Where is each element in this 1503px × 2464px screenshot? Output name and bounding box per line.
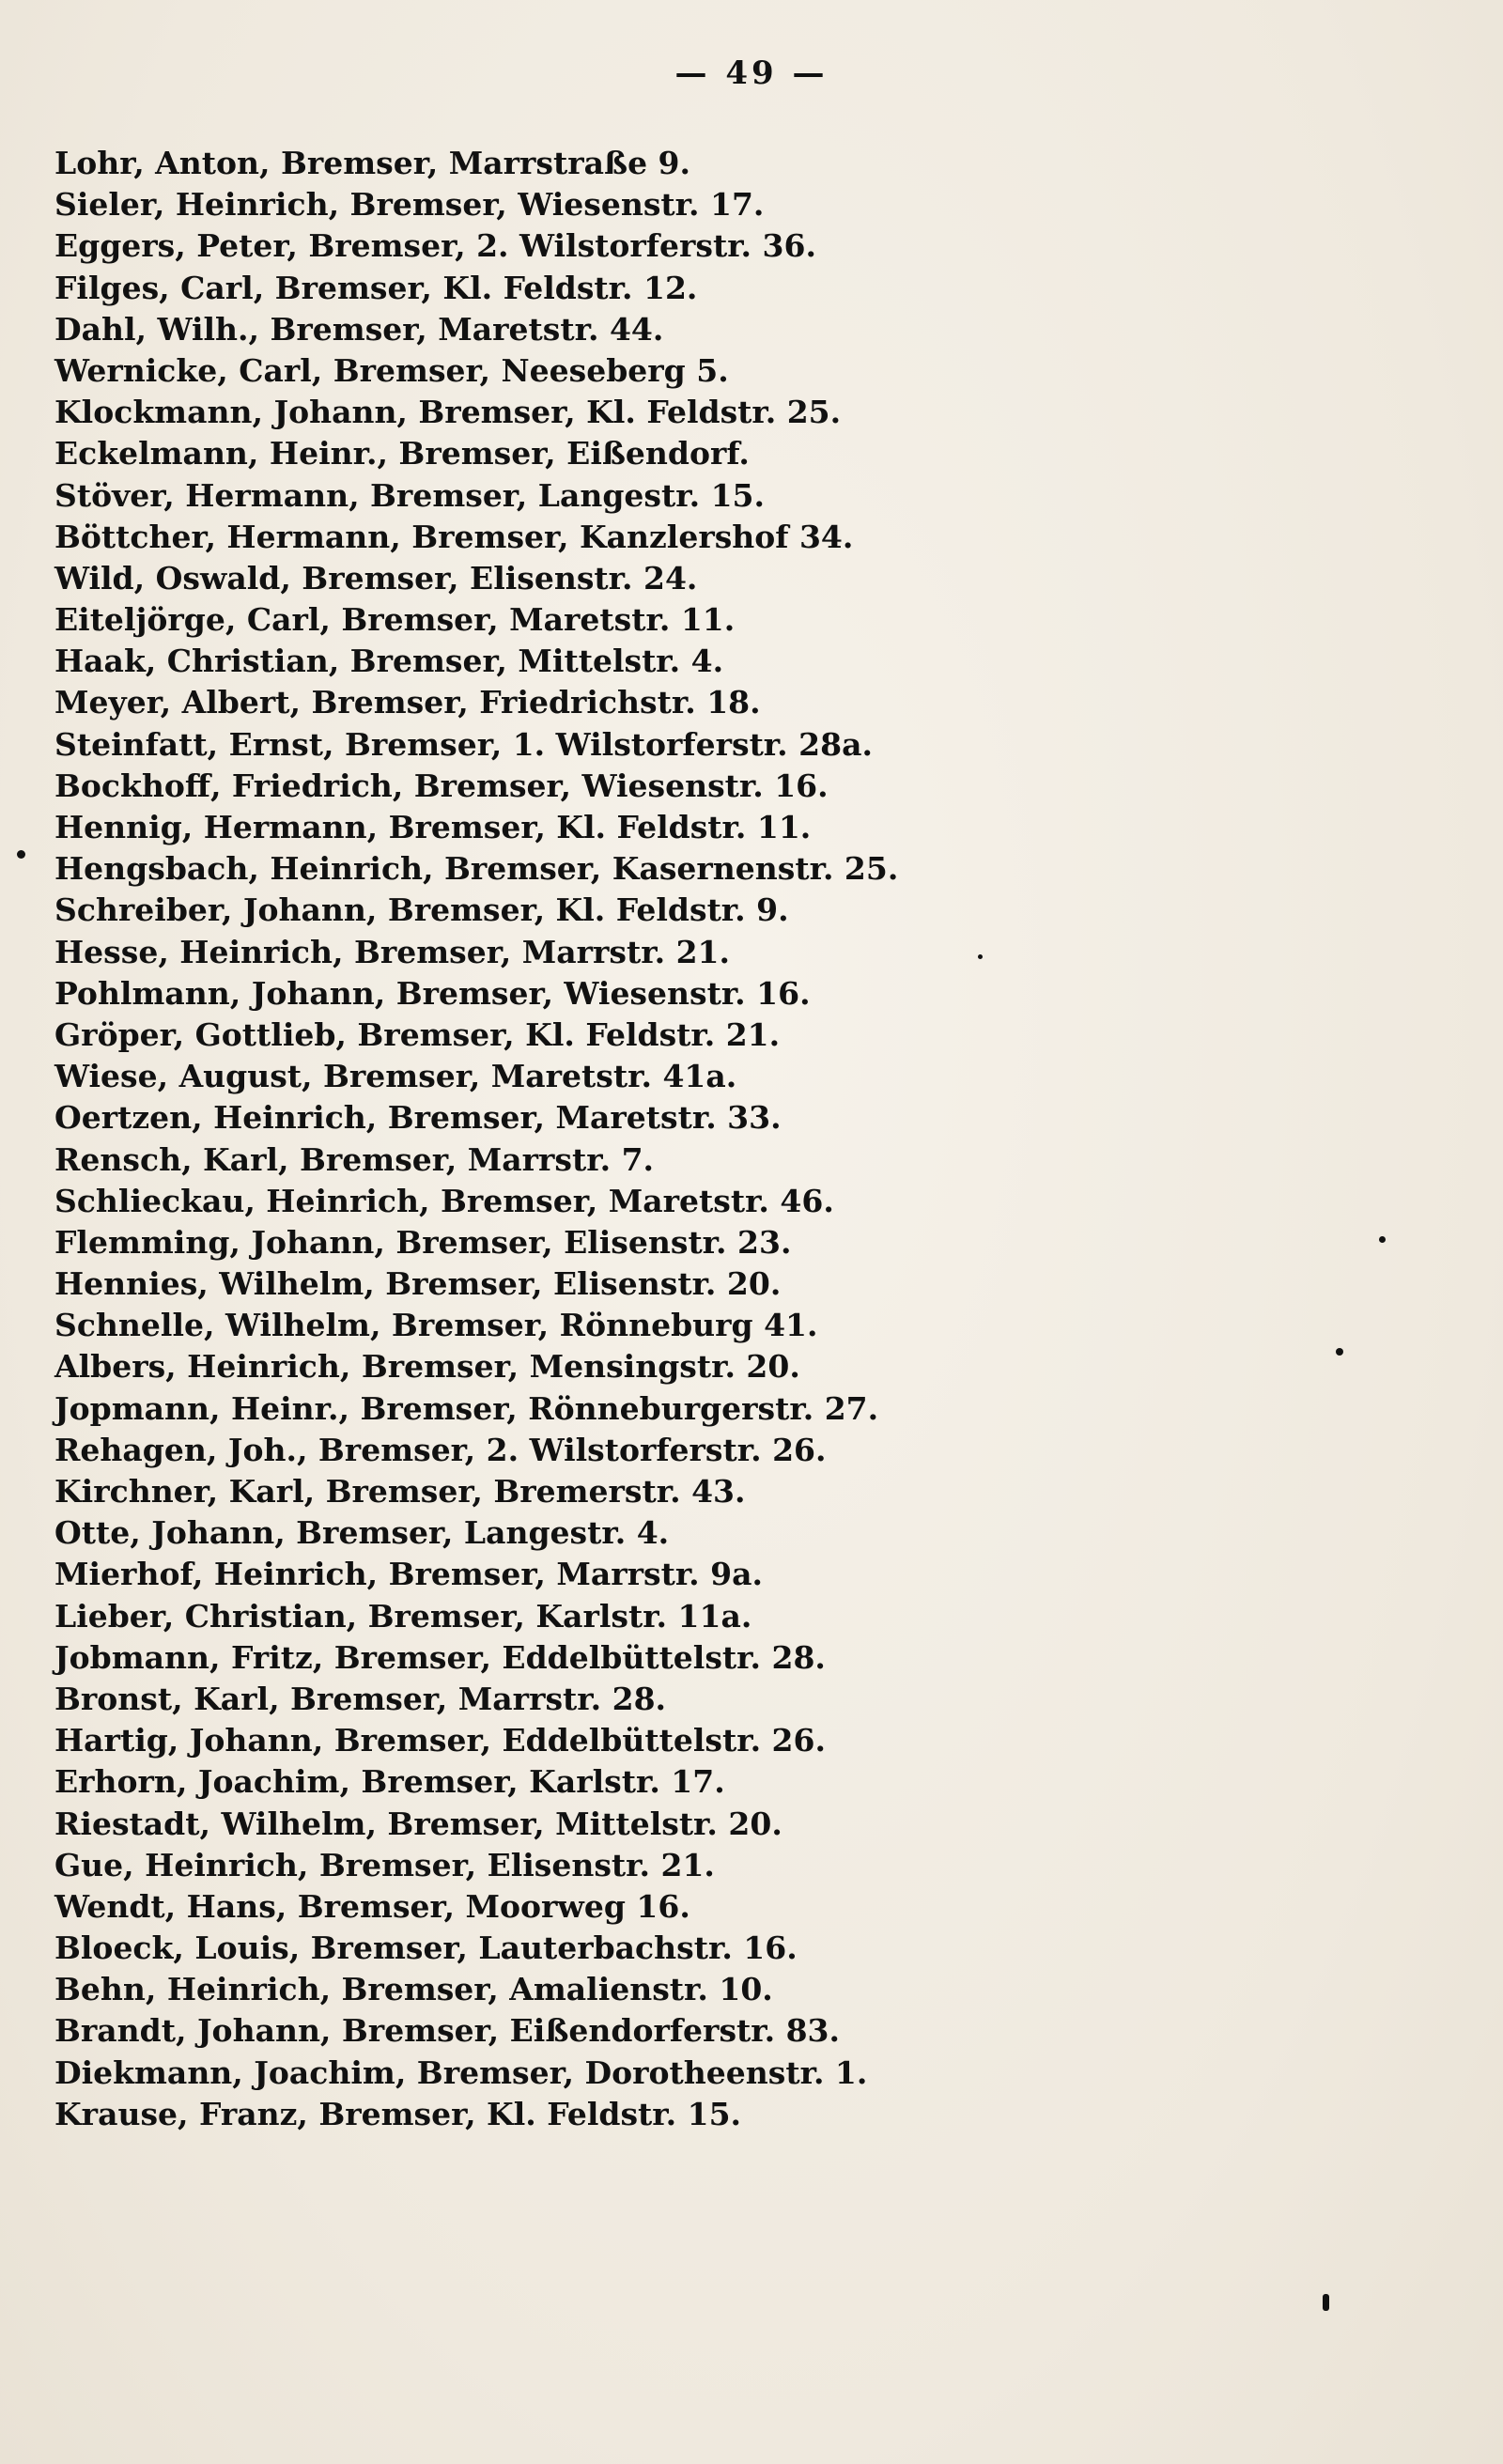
list-item: Haak, Christian, Bremser, Mittelstr. 4. <box>54 643 724 680</box>
list-item: Wendt, Hans, Bremser, Moorweg 16. <box>54 1887 690 1925</box>
list-item: Bloeck, Louis, Bremser, Lauterbachstr. 16. <box>54 1929 798 1967</box>
list-item: Erhorn, Joachim, Bremser, Karlstr. 17. <box>54 1763 725 1801</box>
list-item: Sieler, Heinrich, Bremser, Wiesenstr. 17. <box>54 186 765 224</box>
list-item: Pohlmann, Johann, Bremser, Wiesenstr. 16. <box>54 974 811 1012</box>
list-item: Jobmann, Fritz, Bremser, Eddelbüttelstr. 28. <box>54 1638 826 1676</box>
list-item: Gröper, Gottlieb, Bremser, Kl. Feldstr. 21. <box>54 1015 781 1053</box>
page-number: — 49 — <box>674 54 829 92</box>
list-item: Bockhoff, Friedrich, Bremser, Wiesenstr. 16. <box>54 767 829 804</box>
list-item: Hartig, Johann, Bremser, Eddelbüttelstr. 26. <box>54 1722 826 1759</box>
list-item: Otte, Johann, Bremser, Langestr. 4. <box>54 1514 670 1552</box>
ink-speck <box>1323 2294 1329 2311</box>
list-item: Dahl, Wilh., Bremser, Maretstr. 44. <box>54 310 664 348</box>
list-item: Schreiber, Johann, Bremser, Kl. Feldstr. 9. <box>54 891 789 929</box>
list-item: Filges, Carl, Bremser, Kl. Feldstr. 12. <box>54 269 698 306</box>
list-item: Riestadt, Wilhelm, Bremser, Mittelstr. 20. <box>54 1805 782 1842</box>
list-item: Eiteljörge, Carl, Bremser, Maretstr. 11. <box>54 601 736 639</box>
list-item: Brandt, Johann, Bremser, Eißendorferstr. 83. <box>54 2012 841 2050</box>
list-item: Hennies, Wilhelm, Bremser, Elisenstr. 20. <box>54 1265 782 1303</box>
directory-list <box>54 143 1464 2135</box>
list-item: Bronst, Karl, Bremser, Marrstr. 28. <box>54 1680 667 1717</box>
list-item: Eckelmann, Heinr., Bremser, Eißendorf. <box>54 435 750 473</box>
list-item: Rensch, Karl, Bremser, Marrstr. 7. <box>54 1140 655 1178</box>
list-item: Lohr, Anton, Bremser, Marrstraße 9. <box>54 145 690 181</box>
list-item: Albers, Heinrich, Bremser, Mensingstr. 20. <box>54 1348 800 1386</box>
list-item: Hesse, Heinrich, Bremser, Marrstr. 21. <box>54 933 730 970</box>
list-item: Meyer, Albert, Bremser, Friedrichstr. 18. <box>54 684 761 721</box>
list-item: Schlieckau, Heinrich, Bremser, Maretstr. 46. <box>54 1182 834 1219</box>
list-item: Wernicke, Carl, Bremser, Neeseberg 5. <box>54 351 729 389</box>
list-item: Klockmann, Johann, Bremser, Kl. Feldstr. 25. <box>54 394 842 431</box>
list-item: Diekmann, Joachim, Bremser, Dorotheenstr. 1. <box>54 2053 868 2091</box>
list-item: Stöver, Hermann, Bremser, Langestr. 15. <box>54 476 765 514</box>
list-item: Oertzen, Heinrich, Bremser, Maretstr. 33. <box>54 1099 782 1137</box>
list-item: Wild, Oswald, Bremser, Elisenstr. 24. <box>54 559 698 597</box>
list-item: Rehagen, Joh., Bremser, 2. Wilstorferstr. 26. <box>54 1431 827 1468</box>
list-item: Jopmann, Heinr., Bremser, Rönneburgerstr. 27. <box>54 1389 879 1427</box>
list-item: Wiese, August, Bremser, Maretstr. 41a. <box>54 1058 737 1095</box>
list-item: Steinfatt, Ernst, Bremser, 1. Wilstorferstr. 28a. <box>54 725 873 763</box>
list-item: Krause, Franz, Bremser, Kl. Feldstr. 15. <box>54 2095 742 2132</box>
list-item: Mierhof, Heinrich, Bremser, Marrstr. 9a. <box>54 1556 763 1593</box>
ink-speck <box>1336 1348 1343 1356</box>
list-item: Flemming, Johann, Bremser, Elisenstr. 23. <box>54 1223 792 1261</box>
list-item: Hennig, Hermann, Bremser, Kl. Feldstr. 11. <box>54 809 812 845</box>
list-item: Lieber, Christian, Bremser, Karlstr. 11a. <box>54 1597 752 1635</box>
list-item: Hengsbach, Heinrich, Bremser, Kasernenstr. 25. <box>54 850 899 888</box>
list-item: Schnelle, Wilhelm, Bremser, Rönneburg 41. <box>54 1307 818 1344</box>
ink-speck <box>1379 1236 1386 1243</box>
list-item: Kirchner, Karl, Bremser, Bremerstr. 43. <box>54 1473 746 1510</box>
ink-speck <box>978 954 983 959</box>
list-item: Gue, Heinrich, Bremser, Elisenstr. 21. <box>54 1846 715 1883</box>
ink-speck <box>17 850 25 859</box>
list-item: Eggers, Peter, Bremser, 2. Wilstorferstr. 36. <box>54 227 816 265</box>
list-item: Böttcher, Hermann, Bremser, Kanzlershof 34. <box>54 518 854 555</box>
list-item: Behn, Heinrich, Bremser, Amalienstr. 10. <box>54 1971 773 2008</box>
